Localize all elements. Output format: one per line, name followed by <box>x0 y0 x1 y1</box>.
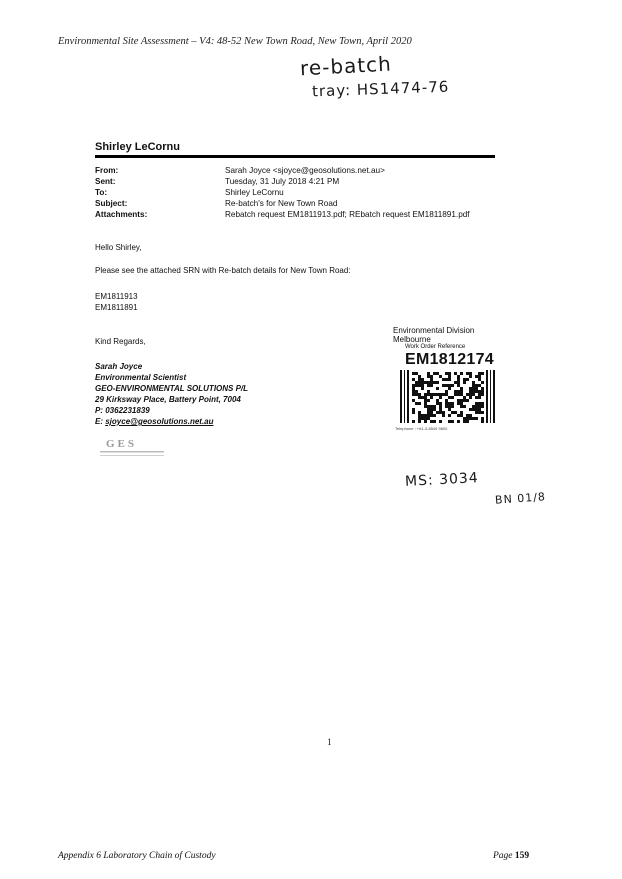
barcode-module <box>451 420 454 423</box>
barcode-module <box>436 372 439 375</box>
barcode-module <box>481 411 484 414</box>
barcode-module <box>421 417 424 420</box>
barcode-module <box>430 405 433 408</box>
barcode-module <box>466 414 469 417</box>
barcode-module <box>460 390 463 393</box>
stamp-small-print: Telephone : +61-3-8549 9600 <box>395 426 448 431</box>
field-label: Subject: <box>95 199 128 208</box>
barcode-module <box>415 372 418 375</box>
barcode-module <box>481 405 484 408</box>
barcode-module <box>478 384 481 387</box>
barcode-module <box>439 405 442 408</box>
barcode-module <box>454 372 457 375</box>
barcode-module <box>472 390 475 393</box>
barcode-module <box>421 414 424 417</box>
barcode-module <box>475 384 478 387</box>
email-body-text: Please see the attached SRN with Re-batch details for New Town Road: <box>95 266 351 275</box>
barcode-module <box>469 408 472 411</box>
barcode-module <box>475 375 478 378</box>
barcode-bar <box>486 370 488 423</box>
barcode-module <box>439 411 442 414</box>
barcode-module <box>445 390 448 393</box>
barcode-module <box>415 402 418 405</box>
barcode-bar <box>407 370 409 423</box>
signature-title: Environmental Scientist <box>95 373 187 382</box>
barcode-module <box>454 411 457 414</box>
barcode-module <box>445 402 448 405</box>
barcode-module <box>433 372 436 375</box>
email-header-row-from <box>95 166 470 177</box>
barcode-module <box>478 396 481 399</box>
barcode-module <box>427 372 430 375</box>
field-value: Shirley LeCornu <box>225 188 284 197</box>
barcode-module <box>433 393 436 396</box>
barcode-module <box>421 381 424 384</box>
barcode-module <box>418 384 421 387</box>
barcode-module <box>475 405 478 408</box>
barcode-module <box>433 381 436 384</box>
barcode-module <box>448 405 451 408</box>
barcode-module <box>436 393 439 396</box>
field-value: Sarah Joyce <sjoyce@geosolutions.net.au> <box>225 166 385 175</box>
barcode-module <box>466 393 469 396</box>
barcode-module <box>412 372 415 375</box>
barcode-module <box>457 375 460 378</box>
barcode-module <box>460 402 463 405</box>
barcode-module <box>460 405 463 408</box>
barcode-module <box>460 372 463 375</box>
barcode-module <box>454 381 457 384</box>
barcode-module <box>427 411 430 414</box>
footer-appendix-title: Appendix 6 Laboratory Chain of Custody <box>58 851 216 861</box>
ges-logo-underline <box>100 455 164 456</box>
footer-page-word: Page <box>493 851 515 861</box>
ges-logo-text: GES <box>106 438 138 450</box>
barcode-module <box>460 411 463 414</box>
barcode-module <box>442 378 445 381</box>
barcode-module <box>439 408 442 411</box>
barcode-module <box>469 372 472 375</box>
barcode-module <box>463 396 466 399</box>
barcode-module <box>463 378 466 381</box>
barcode-module <box>469 375 472 378</box>
barcode-module <box>427 384 430 387</box>
barcode-module <box>412 384 415 387</box>
barcode-module <box>427 375 430 378</box>
barcode-bar <box>493 370 495 423</box>
barcode-module <box>439 420 442 423</box>
barcode-module <box>412 408 415 411</box>
barcode-module <box>469 414 472 417</box>
barcode-module <box>460 387 463 390</box>
barcode-module <box>415 381 418 384</box>
email-greeting: Hello Shirley, <box>95 243 142 252</box>
barcode-module <box>412 393 415 396</box>
barcode-module <box>448 378 451 381</box>
barcode-module <box>448 375 451 378</box>
email-header-row-to <box>95 188 470 199</box>
barcode <box>400 370 495 423</box>
barcode-module <box>421 378 424 381</box>
barcode-module <box>442 411 445 414</box>
barcode-module <box>427 393 430 396</box>
barcode-module <box>436 399 439 402</box>
barcode-module <box>469 390 472 393</box>
barcode-module <box>466 417 469 420</box>
barcode-module <box>424 381 427 384</box>
barcode-module <box>415 390 418 393</box>
handwritten-note-rebatch: re-batch <box>299 51 393 81</box>
barcode-module <box>481 387 484 390</box>
barcode-module <box>436 402 439 405</box>
email-header-row-subject <box>95 199 470 210</box>
barcode-module <box>448 414 451 417</box>
barcode-module <box>478 393 481 396</box>
barcode-module <box>412 420 415 423</box>
barcode-module <box>436 387 439 390</box>
barcode-module <box>457 381 460 384</box>
barcode-module <box>448 396 451 399</box>
barcode-module <box>424 399 427 402</box>
barcode-module <box>427 408 430 411</box>
handwritten-note-tray: tray: HS1474-76 <box>311 77 450 101</box>
barcode-module <box>481 417 484 420</box>
barcode-module <box>472 384 475 387</box>
barcode-module <box>439 393 442 396</box>
field-label: To: <box>95 188 108 197</box>
barcode-module <box>472 387 475 390</box>
barcode-module <box>421 387 424 390</box>
barcode-module <box>436 381 439 384</box>
barcode-module <box>478 375 481 378</box>
barcode-module <box>427 390 430 393</box>
barcode-module <box>472 408 475 411</box>
barcode-module <box>412 378 415 381</box>
barcode-module <box>463 405 466 408</box>
barcode-module <box>424 420 427 423</box>
barcode-module <box>466 399 469 402</box>
barcode-module <box>436 411 439 414</box>
barcode-modules <box>400 370 495 423</box>
ges-logo-underline <box>100 451 164 453</box>
field-value: Re-batch's for New Town Road <box>225 199 338 208</box>
barcode-module <box>448 372 451 375</box>
barcode-module <box>451 402 454 405</box>
barcode-module <box>427 405 430 408</box>
barcode-module <box>418 411 421 414</box>
barcode-module <box>469 393 472 396</box>
barcode-module <box>445 393 448 396</box>
reference-number: EM1811891 <box>95 303 138 312</box>
barcode-module <box>463 420 466 423</box>
barcode-module <box>457 390 460 393</box>
barcode-module <box>418 381 421 384</box>
barcode-module <box>451 396 454 399</box>
barcode-module <box>418 375 421 378</box>
stamp-division: Environmental Division <box>393 326 475 335</box>
barcode-module <box>457 420 460 423</box>
field-label: From: <box>95 166 119 175</box>
barcode-module <box>475 411 478 414</box>
stamp-ref-label: Work Order Reference <box>405 344 466 350</box>
barcode-module <box>469 396 472 399</box>
field-label: Sent: <box>95 177 116 186</box>
barcode-module <box>472 417 475 420</box>
barcode-module <box>481 402 484 405</box>
barcode-module <box>445 378 448 381</box>
barcode-bar <box>400 370 402 423</box>
signature-email-label: E: <box>95 417 106 426</box>
barcode-module <box>412 411 415 414</box>
barcode-module <box>433 405 436 408</box>
email-header-row-sent <box>95 177 470 188</box>
barcode-module <box>448 420 451 423</box>
lab-stamp <box>393 326 503 369</box>
barcode-module <box>424 393 427 396</box>
barcode-module <box>478 411 481 414</box>
signature-address: 29 Kirksway Place, Battery Point, 7004 <box>95 395 241 404</box>
barcode-module <box>433 414 436 417</box>
barcode-module <box>448 402 451 405</box>
barcode-module <box>466 420 469 423</box>
barcode-module <box>445 384 448 387</box>
barcode-module <box>472 405 475 408</box>
barcode-module <box>451 411 454 414</box>
barcode-module <box>466 378 469 381</box>
barcode-module <box>481 393 484 396</box>
handwritten-initials: BN 01/8 <box>494 490 547 507</box>
barcode-module <box>478 408 481 411</box>
barcode-module <box>457 384 460 387</box>
barcode-module <box>478 378 481 381</box>
barcode-module <box>442 384 445 387</box>
barcode-module <box>430 378 433 381</box>
barcode-module <box>427 381 430 384</box>
barcode-module <box>475 390 478 393</box>
field-label: Attachments: <box>95 210 148 219</box>
barcode-module <box>430 396 433 399</box>
barcode-module <box>469 417 472 420</box>
barcode-module <box>475 417 478 420</box>
barcode-module <box>475 408 478 411</box>
barcode-module <box>424 396 427 399</box>
barcode-module <box>427 399 430 402</box>
barcode-module <box>415 393 418 396</box>
barcode-module <box>412 387 415 390</box>
barcode-module <box>430 381 433 384</box>
barcode-module <box>430 375 433 378</box>
stamp-work-order: EM1812174 <box>405 351 494 368</box>
barcode-module <box>418 417 421 420</box>
barcode-module <box>412 399 415 402</box>
barcode-module <box>460 414 463 417</box>
barcode-module <box>424 414 427 417</box>
barcode-module <box>430 393 433 396</box>
barcode-module <box>469 387 472 390</box>
barcode-module <box>430 384 433 387</box>
barcode-module <box>439 396 442 399</box>
page-header: Environmental Site Assessment – V4: 48-52 New Town Road, New Town, April 2020 <box>58 36 412 47</box>
barcode-module <box>424 417 427 420</box>
barcode-module <box>448 408 451 411</box>
signature-email-link[interactable]: sjoyce@geosolutions.net.au <box>105 417 214 426</box>
email-recipient-name: Shirley LeCornu <box>95 141 180 153</box>
stamp-footer <box>393 426 503 432</box>
reference-number: EM1811913 <box>95 292 138 301</box>
barcode-module <box>454 390 457 393</box>
signature-company: GEO-ENVIRONMENTAL SOLUTIONS P/L <box>95 384 249 393</box>
signature-email-line <box>95 416 248 427</box>
barcode-module <box>418 414 421 417</box>
barcode-module <box>427 414 430 417</box>
barcode-module <box>472 393 475 396</box>
barcode-module <box>457 414 460 417</box>
barcode-module <box>445 405 448 408</box>
barcode-module <box>457 393 460 396</box>
barcode-module <box>478 402 481 405</box>
barcode-module <box>445 399 448 402</box>
barcode-module <box>448 384 451 387</box>
barcode-module <box>418 396 421 399</box>
barcode-module <box>481 381 484 384</box>
barcode-module <box>457 378 460 381</box>
page-number: 1 <box>327 737 332 747</box>
barcode-module <box>481 372 484 375</box>
barcode-module <box>439 402 442 405</box>
email-header-table <box>95 166 470 221</box>
signature-block <box>95 361 248 427</box>
stamp-city: Melbourne <box>393 335 431 344</box>
barcode-module <box>478 390 481 393</box>
field-value: Rebatch request EM1811913.pdf; REbatch request EM1811891.pdf <box>225 210 470 219</box>
barcode-module <box>442 393 445 396</box>
barcode-module <box>418 393 421 396</box>
barcode-module <box>478 405 481 408</box>
barcode-module <box>433 408 436 411</box>
handwritten-note-ms: MS: 3034 <box>404 470 480 490</box>
barcode-bar <box>490 370 491 423</box>
ges-logo <box>100 436 170 458</box>
email-header-row-attachments <box>95 210 470 221</box>
barcode-module <box>439 375 442 378</box>
barcode-module <box>472 381 475 384</box>
barcode-module <box>457 402 460 405</box>
field-value: Tuesday, 31 July 2018 4:21 PM <box>225 177 340 186</box>
barcode-module <box>430 420 433 423</box>
barcode-module <box>442 414 445 417</box>
barcode-module <box>481 390 484 393</box>
barcode-module <box>451 405 454 408</box>
barcode-module <box>424 402 427 405</box>
barcode-module <box>427 417 430 420</box>
barcode-module <box>460 399 463 402</box>
barcode-module <box>463 381 466 384</box>
barcode-module <box>475 387 478 390</box>
barcode-module <box>418 420 421 423</box>
email-header-rule <box>95 155 495 158</box>
email-closing: Kind Regards, <box>95 337 146 346</box>
barcode-module <box>430 414 433 417</box>
barcode-module <box>460 393 463 396</box>
barcode-module <box>475 396 478 399</box>
barcode-module <box>454 393 457 396</box>
barcode-module <box>421 396 424 399</box>
barcode-module <box>430 408 433 411</box>
signature-phone: P: 0362231839 <box>95 406 150 415</box>
footer-page-value: 159 <box>514 851 530 861</box>
barcode-bar <box>404 370 405 423</box>
barcode-module <box>463 417 466 420</box>
signature-name: Sarah Joyce <box>95 362 143 371</box>
barcode-module <box>418 402 421 405</box>
barcode-module <box>415 384 418 387</box>
barcode-module <box>421 384 424 387</box>
barcode-module <box>475 402 478 405</box>
barcode-module <box>478 372 481 375</box>
barcode-module <box>445 372 448 375</box>
barcode-module <box>466 372 469 375</box>
barcode-module <box>424 405 427 408</box>
barcode-module <box>430 411 433 414</box>
barcode-module <box>457 399 460 402</box>
barcode-module <box>412 390 415 393</box>
footer-page-label <box>493 851 529 861</box>
barcode-module <box>433 420 436 423</box>
barcode-module <box>451 384 454 387</box>
barcode-module <box>448 387 451 390</box>
barcode-module <box>418 378 421 381</box>
barcode-module <box>463 399 466 402</box>
barcode-module <box>481 420 484 423</box>
